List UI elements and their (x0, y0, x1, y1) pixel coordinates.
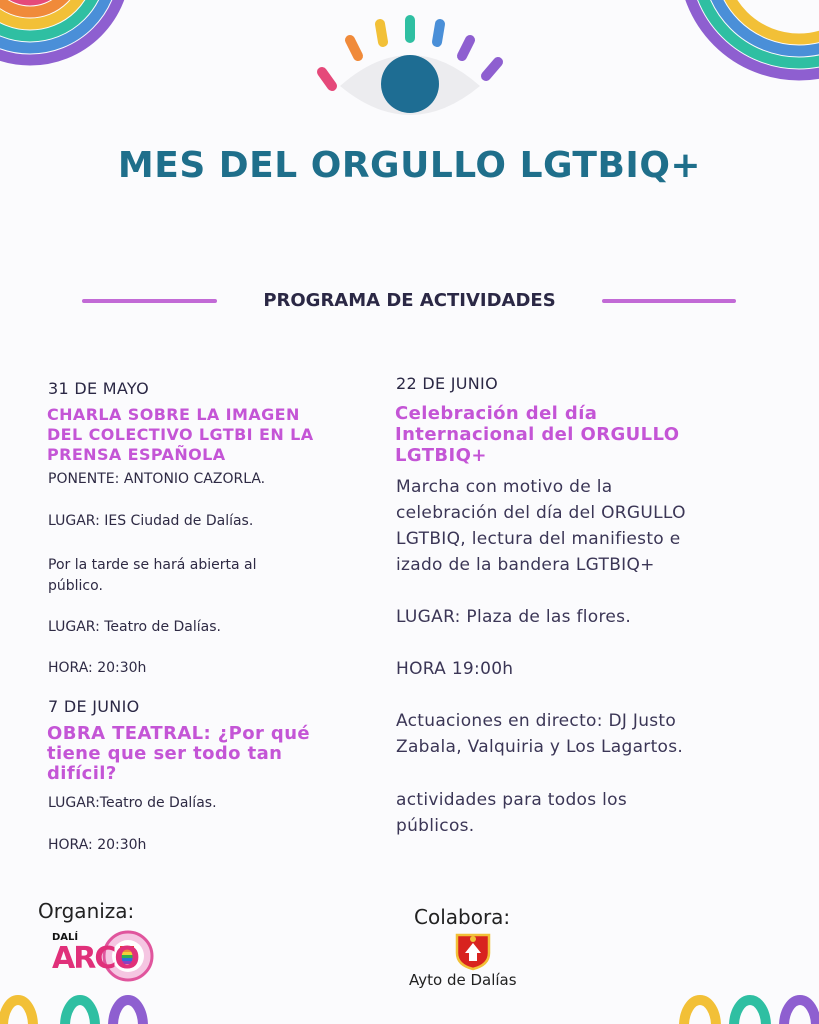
rings-bottom-left (0, 984, 160, 1024)
rings-bottom-right (664, 984, 819, 1024)
program-subtitle: PROGRAMA DE ACTIVIDADES (263, 290, 556, 311)
page-title: MES DEL ORGULLO LGTBIQ+ (117, 145, 702, 186)
event1-place2: LUGAR: Teatro de Dalías. (48, 619, 221, 635)
event1-headline: CHARLA SOBRE LA IMAGEN DEL COLECTIVO LGTBI EN LA PRENSA ESPAÑOLA (47, 405, 314, 464)
event2-time: HORA: 20:30h (48, 837, 147, 853)
event3-live: Actuaciones en directo: DJ Justo Zabala, Valquiria y Los Lagartos. (396, 711, 684, 757)
event1-afternoon: Por la tarde se hará abierta al público. (48, 557, 257, 594)
event1-speaker: PONENTE: ANTONIO CAZORLA. (48, 471, 266, 487)
colabora-label: Colabora: (414, 905, 511, 929)
organizer-logo-small: DALÍ (52, 932, 79, 943)
event3-date: 22 DE JUNIO (396, 374, 498, 393)
event1-place: LUGAR: IES Ciudad de Dalías. (48, 513, 254, 529)
town-shield-icon (453, 931, 493, 971)
eye-icon (310, 14, 510, 124)
event1-date: 31 DE MAYO (48, 379, 149, 398)
colabora-name: Ayto de Dalías (409, 971, 517, 989)
event2-place: LUGAR:Teatro de Dalías. (48, 795, 217, 811)
event2-date: 7 DE JUNIO (48, 697, 140, 716)
organizer-logo-text: ARCO (52, 941, 138, 976)
event3-place: LUGAR: Plaza de las flores. (396, 607, 632, 627)
event3-time: HORA 19:00h (396, 659, 514, 679)
event3-description: Marcha con motivo de la celebración del día del ORGULLO LGTBIQ, lectura del manifiesto e izado de la bandera LGTBIQ+ (396, 477, 686, 575)
organiza-label: Organiza: (38, 899, 135, 923)
rainbow-top-right (679, 0, 819, 100)
rainbow-top-left (0, 0, 140, 120)
event2-headline: OBRA TEATRAL: ¿Por qué tiene que ser todo tan difícil? (47, 723, 311, 784)
organizer-logo (50, 930, 156, 982)
event1-time: HORA: 20:30h (48, 660, 147, 676)
event3-activities: actividades para todos los públicos. (396, 790, 627, 836)
event3-headline: Celebración del día Internacional del ORGULLO LGTBIQ+ (395, 403, 680, 466)
